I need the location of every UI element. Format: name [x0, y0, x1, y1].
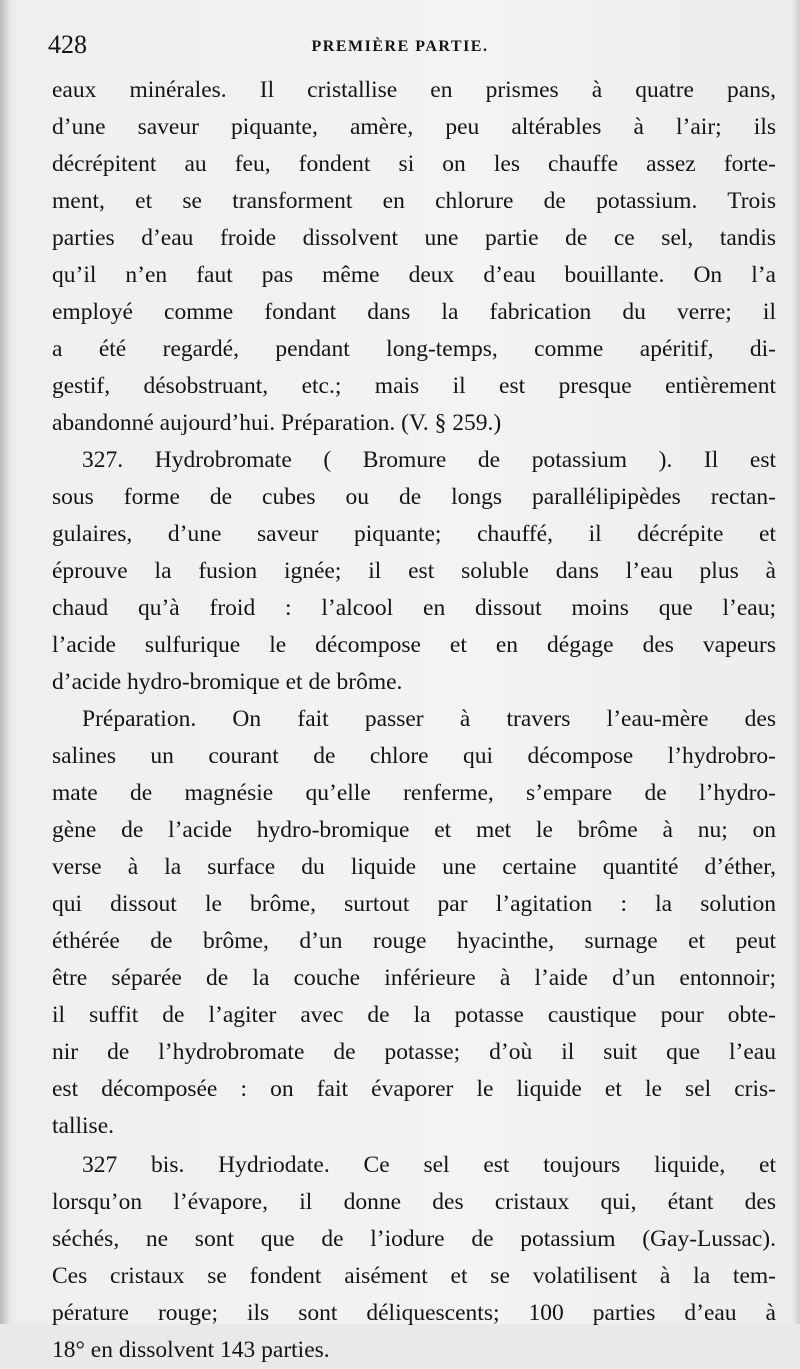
text-line: séchés, ne sont que de l’iodure de potassium (Gay-Lussac). — [52, 1226, 776, 1252]
text-line: d’acide hydro-bromique et de brôme. — [52, 669, 403, 695]
text-line: gestif, désobstruant, etc.; mais il est presque entièrement — [52, 373, 776, 399]
text-line: décrépitent au feu, fondent si on les chauffe assez forte- — [52, 151, 776, 177]
text-line: employé comme fondant dans la fabrication du verre; il — [52, 299, 776, 325]
text-line: lorsqu’on l’évapore, il donne des cristaux qui, étant des — [52, 1189, 776, 1215]
text-line: il suffit de l’agiter avec de la potasse caustique pour obte- — [52, 1002, 776, 1028]
text-line: tallise. — [52, 1113, 114, 1139]
text-line: 18° en dissolvent 143 parties. — [52, 1337, 330, 1363]
text-line: abandonné aujourd’hui. Préparation. (V. § 259.) — [52, 410, 502, 436]
text-line: chaud qu’à froid : l’alcool en dissout moins que l’eau; — [52, 595, 776, 621]
page-right-shadow — [792, 0, 800, 1324]
text-line: nir de l’hydrobromate de potasse; d’où il suit que l’eau — [52, 1039, 776, 1065]
text-line: qu’il n’en faut pas même deux d’eau bouillante. On l’a — [52, 262, 776, 288]
text-line: mate de magnésie qu’elle renferme, s’empare de l’hydro- — [52, 780, 776, 806]
text-line: éprouve la fusion ignée; il est soluble dans l’eau plus à — [52, 558, 776, 584]
page-number: 428 — [48, 30, 87, 59]
page-header — [48, 30, 752, 64]
text-line: d’une saveur piquante, amère, peu altérables à l’air; ils — [52, 114, 776, 140]
text-line: Ces cristaux se fondent aisément et se volatilisent à la tem- — [52, 1263, 776, 1289]
body-text — [52, 72, 776, 1369]
text-line: ment, et se transforment en chlorure de potassium. Trois — [52, 188, 776, 214]
text-line: qui dissout le brôme, surtout par l’agitation : la solution — [52, 891, 776, 917]
text-line: sous forme de cubes ou de longs parallélipipèdes rectan- — [52, 484, 776, 510]
text-line: parties d’eau froide dissolvent une partie de ce sel, tandis — [52, 225, 776, 251]
text-line: a été regardé, pendant long-temps, comme apéritif, di- — [52, 336, 776, 362]
text-line: est décomposée : on fait évaporer le liquide et le sel cris- — [52, 1076, 776, 1102]
text-line: être séparée de la couche inférieure à l’aide d’un entonnoir; — [52, 965, 776, 991]
paragraph-start-line: 327 bis. Hydriodate. Ce sel est toujours liquide, et — [82, 1152, 776, 1178]
text-line: gène de l’acide hydro-bromique et met le brôme à nu; on — [52, 817, 776, 843]
text-line: verse à la surface du liquide une certaine quantité d’éther, — [52, 854, 776, 880]
text-line: l’acide sulfurique le décompose et en dégage des vapeurs — [52, 632, 776, 658]
text-line: pérature rouge; ils sont déliquescents; 100 parties d’eau à — [52, 1300, 776, 1326]
paragraph-start-line: 327. Hydrobromate ( Bromure de potassium ). Il est — [82, 447, 776, 473]
text-line: gulaires, d’une saveur piquante; chauffé, il décrépite et — [52, 521, 776, 547]
running-head: PREMIÈRE PARTIE. — [311, 38, 489, 55]
page-edge-shadow — [0, 0, 10, 1324]
paragraph-start-line: Préparation. On fait passer à travers l’eau-mère des — [82, 706, 776, 732]
text-line: eaux minérales. Il cristallise en prismes à quatre pans, — [52, 77, 776, 103]
text-line: éthérée de brôme, d’un rouge hyacinthe, surnage et peut — [52, 928, 776, 954]
text-line: salines un courant de chlore qui décompose l’hydrobro- — [52, 743, 776, 769]
